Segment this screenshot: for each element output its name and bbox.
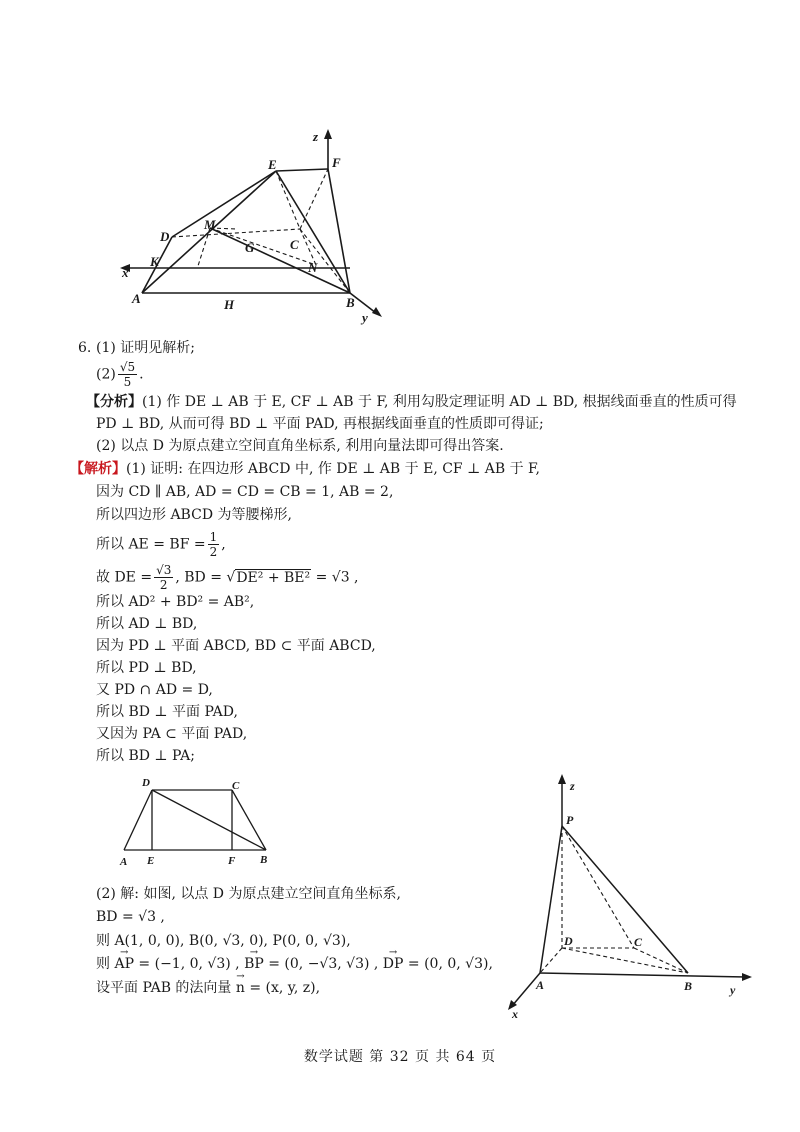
solution-5-radicand: DE² + BE² — [236, 569, 311, 586]
fig1-label-m: M — [204, 217, 216, 232]
solution-5-fraction — [154, 563, 173, 592]
solution-line-9: 所以 PD ⊥ BD, — [96, 660, 197, 676]
fig1-label-g: G — [245, 240, 255, 255]
solution-5-mid: , BD = — [175, 569, 227, 586]
fig1-label-k: K — [150, 254, 159, 269]
solution-5-prefix: 故 DE = — [96, 569, 153, 586]
vector-ap: → AP — [114, 954, 134, 974]
part2-4-a: = (−1, 0, √3) , — [133, 956, 245, 972]
solution-5-radical: √ — [226, 569, 236, 586]
part2-4-prefix: 则 — [96, 956, 115, 972]
fig2-label-f: F — [228, 855, 236, 867]
fig3-label-y: y — [730, 983, 736, 997]
answer-2-denominator: 5 — [123, 375, 132, 389]
part2-5-suffix: = (x, y, z), — [244, 980, 321, 996]
fig3-label-x: x — [512, 1007, 518, 1020]
fig1-label-x: x — [122, 265, 129, 280]
solution-5-denominator: 2 — [159, 578, 168, 592]
fig1-label-e: E — [268, 157, 277, 172]
fig1-label-y: y — [362, 310, 368, 325]
solution-line-5 — [96, 563, 359, 592]
answer-part-1: (1) 证明见解析; — [96, 340, 195, 356]
question-number: 6. — [78, 340, 92, 356]
figure-trapezoid-abcd — [114, 774, 274, 870]
solution-line-1 — [70, 459, 540, 479]
solution-4-prefix: 所以 AE = BF = — [96, 536, 206, 553]
fig3-label-d: D — [564, 934, 573, 948]
fig1-label-z: z — [313, 129, 319, 144]
analysis-line-3: (2) 以点 D 为原点建立空间直角坐标系, 利用向量法即可得出答案. — [96, 438, 504, 454]
fig3-label-p: P — [566, 813, 574, 827]
answer-2-fraction — [118, 360, 137, 389]
solution-5-numerator: √3 — [156, 563, 172, 577]
vector-n: → n — [236, 978, 245, 998]
solution-4-fraction — [208, 530, 220, 559]
part2-4-b: = (0, −√3, √3) , — [263, 956, 383, 972]
fig2-label-c: C — [232, 780, 240, 792]
solution-line-8: 因为 PD ⊥ 平面 ABCD, BD ⊂ 平面 ABCD, — [96, 638, 376, 654]
solution-4-suffix: , — [221, 536, 226, 553]
solution-line-10: 又 PD ∩ AD = D, — [96, 682, 213, 698]
fig3-label-b: B — [684, 979, 693, 993]
answer-part-2 — [96, 360, 144, 389]
solution-line-4 — [96, 530, 226, 559]
solution-line-6: 所以 AD² + BD² = AB², — [96, 594, 255, 610]
fig1-label-c: C — [290, 237, 299, 252]
fig1-label-f: F — [332, 155, 341, 170]
solution-5-suffix: = √3 , — [311, 569, 359, 586]
solution-line-3: 所以四边形 ABCD 为等腰梯形, — [96, 507, 292, 523]
part2-line-1: (2) 解: 如图, 以点 D 为原点建立空间直角坐标系, — [96, 886, 401, 902]
fig3-label-z: z — [570, 779, 575, 793]
solution-line-2: 因为 CD ∥ AB, AD = CD = CB = 1, AB = 2, — [96, 484, 394, 500]
analysis-text-1: (1) 作 DE ⊥ AB 于 E, CF ⊥ AB 于 F, 利用勾股定理证明 AD ⊥ BD, 根据线面垂直的性质可得 — [142, 394, 737, 410]
answer-2-prefix: (2) — [96, 366, 116, 383]
part2-4-c: = (0, 0, √3), — [403, 956, 493, 972]
solution-tag: 【解析】 — [70, 461, 126, 477]
analysis-tag: 【分析】 — [86, 394, 142, 410]
page-footer: 数学试题 第 32 页 共 64 页 — [303, 1049, 497, 1065]
fig3-label-a: A — [536, 978, 545, 992]
solution-line-7: 所以 AD ⊥ BD, — [96, 616, 198, 632]
fig2-label-d: D — [142, 777, 150, 789]
solution-line-11: 所以 BD ⊥ 平面 PAD, — [96, 704, 238, 720]
part2-line-3: 则 A(1, 0, 0), B(0, √3, 0), P(0, 0, √3), — [96, 933, 351, 949]
fig2-label-e: E — [147, 855, 155, 867]
figure-solid-ef-abcd — [110, 125, 390, 325]
fig1-label-a: A — [132, 291, 141, 306]
fig2-label-b: B — [260, 854, 268, 866]
fig1-label-b: B — [346, 295, 355, 310]
vector-dp: → DP — [383, 954, 404, 974]
figure-pyramid-pabcd — [500, 770, 760, 1020]
solution-text-1: (1) 证明: 在四边形 ABCD 中, 作 DE ⊥ AB 于 E, CF ⊥ AB 于 F, — [126, 461, 540, 477]
vector-bp: → BP — [244, 954, 264, 974]
part2-line-2: BD = √3 , — [96, 909, 165, 925]
analysis-line-2: PD ⊥ BD, 从而可得 BD ⊥ 平面 PAD, 再根据线面垂直的性质即可得证; — [96, 416, 544, 432]
analysis-line-1 — [86, 392, 737, 412]
solution-line-12: 又因为 PA ⊂ 平面 PAD, — [96, 726, 248, 742]
solution-4-numerator: 1 — [209, 530, 218, 544]
answer-2-suffix: . — [139, 366, 144, 383]
part2-5-prefix: 设平面 PAB 的法向量 — [96, 980, 236, 996]
fig1-label-h: H — [224, 297, 235, 312]
part2-line-5 — [96, 978, 320, 998]
answer-2-numerator: √5 — [119, 360, 136, 374]
fig3-label-c: C — [634, 935, 643, 949]
fig1-label-n: N — [308, 260, 318, 275]
part2-line-4 — [96, 954, 493, 974]
fig2-label-a: A — [120, 856, 128, 868]
solution-line-13: 所以 BD ⊥ PA; — [96, 748, 195, 764]
fig1-label-d: D — [160, 229, 170, 244]
solution-4-denominator: 2 — [209, 545, 218, 559]
